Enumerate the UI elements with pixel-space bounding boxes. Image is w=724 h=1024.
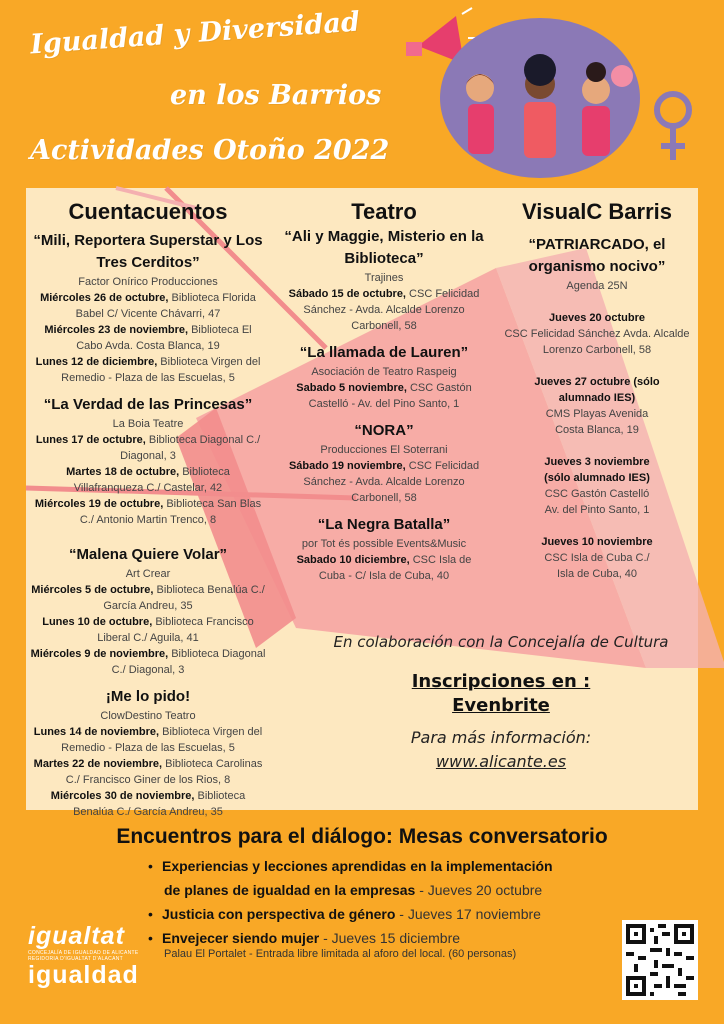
list-item: • Experiencias y lecciones aprendidas en la implementación <box>148 854 553 878</box>
event-company: Asociación de Teatro Raspeig <box>311 366 457 378</box>
event-title: “NORA” <box>354 422 414 439</box>
event-session-place: CSC Gastón Castelló Av. del Pinto Santo, 1 <box>544 488 650 516</box>
logo-subtitle-1: CONCEJALÍA DE IGUALDAD DE ALICANTE <box>28 950 139 956</box>
venue-note: Palau El Portalet - Entrada libre limitada al aforo del local. (60 personas) <box>164 948 517 960</box>
logo-top-text: igualtat <box>28 922 125 950</box>
hero-illustration <box>440 18 640 178</box>
event-title: ¡Me lo pido! <box>105 688 191 705</box>
event-company: Agenda 25N <box>566 280 628 292</box>
list-item: • Justicia con perspectiva de género - Jueves 17 noviembre <box>148 902 553 926</box>
event-company: La Boia Teatre <box>112 418 184 430</box>
event-title: “Ali y Maggie, Misterio en la Biblioteca” <box>284 228 484 267</box>
title-line-3: Actividades Otoño 2022 <box>30 135 390 166</box>
event-title: “PATRIARCADO, el organismo nocivo” <box>528 236 666 275</box>
event-title: “Mili, Reportera Superstar y Los Tres Cerditos” <box>33 232 263 271</box>
event-company: por Tot és possible Events&Music <box>301 538 467 550</box>
info-block <box>316 630 686 774</box>
event-session: Jueves 27 octubre (sólo alumnado IES) <box>534 376 660 404</box>
event-session: Martes 22 de noviembre, Biblioteca Carolinas C./ Francisco Giner de los Rios, 8 <box>33 758 263 786</box>
event-session: Lunes 14 de noviembre, Biblioteca Virgen del Remedio - Plaza de las Escuelas, 5 <box>33 726 263 754</box>
list-item-continued: de planes de igualdad en la empresas - Jueves 20 octubre <box>164 882 543 898</box>
event-session-place: CMS Playas Avenida Costa Blanca, 19 <box>545 408 649 436</box>
event-session: Sabado 5 noviembre, CSC Gastón Castelló - Av. del Pino Santo, 1 <box>296 382 472 410</box>
encuentros-list <box>148 854 553 950</box>
event-session: Lunes 12 de diciembre, Biblioteca Virgen del Remedio - Plaza de las Escuelas, 5 <box>35 356 261 384</box>
title-line-1: Igualdad y Diversidad <box>29 6 361 61</box>
event-session-place: CSC Felicidad Sánchez Avda. Alcalde Lorenzo Carbonell, 58 <box>504 328 690 356</box>
inscripciones-label: Inscripciones en : <box>411 671 591 692</box>
event-company: Factor Onírico Producciones <box>78 276 218 288</box>
event-session: Miércoles 26 de octubre, Biblioteca Florida Babel C/ Vicente Chávarri, 47 <box>40 292 256 320</box>
event-session: Sábado 15 de octubre, CSC Felicidad Sánchez - Avda. Alcalde Lorenzo Carbonell, 58 <box>288 288 480 332</box>
evenbrite-link[interactable]: Evenbrite <box>452 695 550 716</box>
event-company: Trajines <box>364 272 404 284</box>
visualc-column <box>500 198 694 582</box>
collab-text: En colaboración con la Concejalía de Cultura <box>333 633 669 651</box>
event-session: Miércoles 19 de octubre, Biblioteca San Blas C./ Antonio Martin Trenco, 8 <box>34 498 262 526</box>
event-session: Jueves 3 noviembre (sólo alumnado IES) <box>544 456 650 484</box>
cuentacuentos-column <box>30 198 266 820</box>
event-session-place: CSC Isla de Cuba C./ Isla de Cuba, 40 <box>544 552 650 580</box>
program-panel <box>26 188 698 818</box>
event-session: Lunes 10 de octubre, Biblioteca Francisco Liberal C./ Aguila, 41 <box>42 616 254 644</box>
teatro-column <box>284 198 484 584</box>
venus-symbol-icon <box>645 88 701 168</box>
event-title: “La Negra Batalla” <box>317 516 451 533</box>
event-session: Miércoles 5 de octubre, Biblioteca Benalúa C./ García Andreu, 35 <box>31 584 265 612</box>
event-session: Miércoles 9 de noviembre, Biblioteca Diagonal C./ Diagonal, 3 <box>30 648 266 676</box>
event-session: Jueves 10 noviembre <box>541 536 653 548</box>
event-company: Producciones El Soterrani <box>320 444 448 456</box>
teatro-heading: Teatro <box>351 199 417 224</box>
event-company: Art Crear <box>125 568 171 580</box>
event-session: Sabado 10 diciembre, CSC Isla de Cuba - C/ Isla de Cuba, 40 <box>296 554 472 582</box>
event-session: Martes 18 de octubre, Biblioteca Villafranqueza C./ Castelar, 42 <box>66 466 230 494</box>
list-item: • Envejecer siendo mujer - Jueves 15 diciembre <box>148 926 553 950</box>
logo-subtitle-2: REGIDORIA D'IGUALTAT D'ALACANT <box>28 956 123 962</box>
cuentacuentos-heading: Cuentacuentos <box>68 199 228 224</box>
event-session: Jueves 20 octubre <box>549 312 645 324</box>
event-session: Miércoles 23 de noviembre, Biblioteca El Cabo Avda. Costa Blanca, 19 <box>44 324 252 352</box>
visualc-heading: VisualC Barris <box>521 199 672 224</box>
igualdad-logo <box>28 922 139 988</box>
logo-bottom-text: igualdad <box>28 961 139 989</box>
more-info-label: Para más información: <box>410 728 592 747</box>
event-title: “La llamada de Lauren” <box>299 344 469 361</box>
event-title: “La Verdad de las Princesas” <box>43 396 253 413</box>
event-session: Lunes 17 de octubre, Biblioteca Diagonal C./ Diagonal, 3 <box>35 434 261 462</box>
encuentros-heading: Encuentros para el diálogo: Mesas conversatorio <box>116 825 608 848</box>
event-title: “Malena Quiere Volar” <box>68 546 228 563</box>
website-link[interactable]: www.alicante.es <box>435 752 567 771</box>
event-session: Miércoles 30 de noviembre, Biblioteca Benalúa C./ García Andreu, 35 <box>50 790 246 818</box>
title-line-2: en los Barrios <box>170 80 382 111</box>
event-company: ClowDestino Teatro <box>100 710 196 722</box>
event-session: Sábado 19 noviembre, CSC Felicidad Sánchez - Avda. Alcalde Lorenzo Carbonell, 58 <box>288 460 480 504</box>
qr-code[interactable] <box>622 920 698 1000</box>
